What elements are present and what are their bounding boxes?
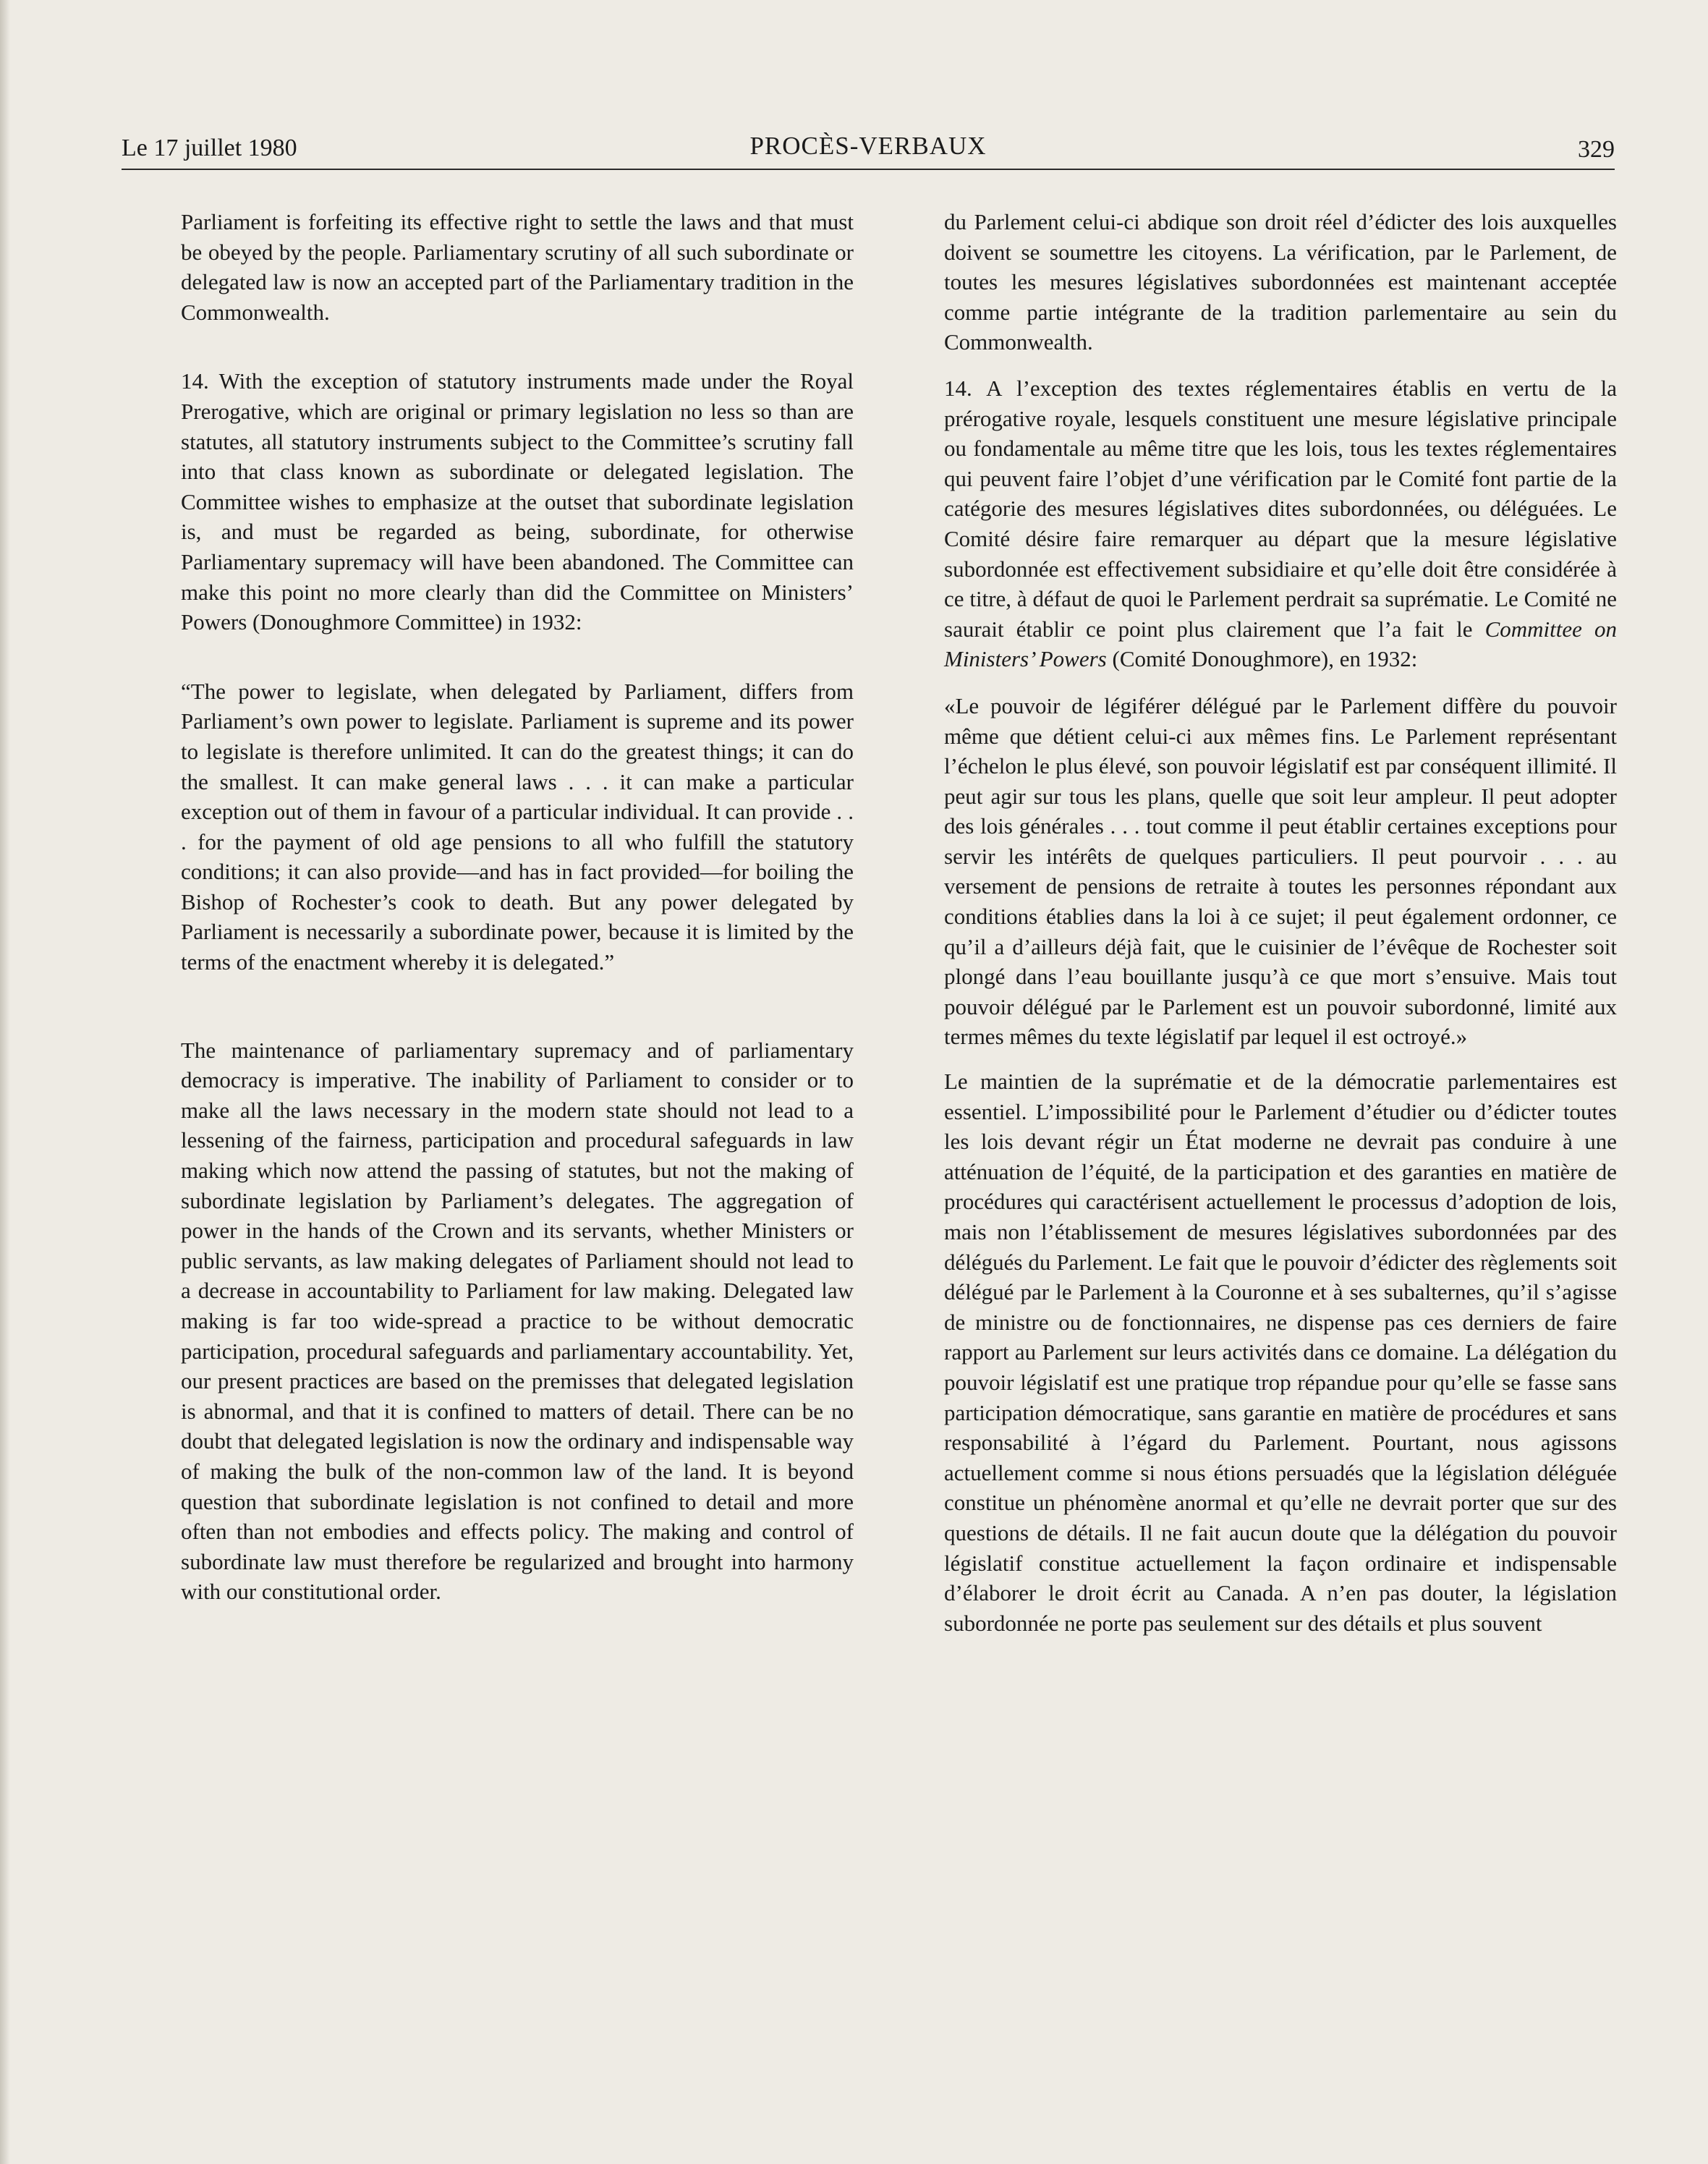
header-title: PROCÈS-VERBAUX xyxy=(749,132,987,160)
page-number: 329 xyxy=(1578,136,1615,163)
french-paragraph-14-italic: Committee on Ministers’ Powers xyxy=(944,616,1617,672)
english-paragraph-maintenance: The maintenance of parliamentary supremacy and of parliamentary democracy is imperative. The inability of Parliament to consider or to make all the laws necessary in the modern state should not lead to a lessening of the fairness, participation and procedural safeguards in law making which now attend the passing of statutes, but not the making of subordinate legislation by Parliament’s delegates. The aggregation of power in the hands of the Crown and its servants, whether Ministers or public servants, as law making delegates of Parliament should not lead to a decrease in accountability to Parliament for law making. Delegated law making is far too wide-spread a practice to be without democratic participation, procedural safeguards and parliamentary accountability. Yet, our present practices are based on the premisses that delegated legislation is abnormal, and that it is confined to matters of detail. There can be no doubt that delegated legislation is now the ordinary and indispensable way of making the bulk of the non-common law of the land. It is beyond question that subordinate legislation is not confined to detail and more often than not embodies and effects policy. The making and control of subordinate law must therefore be regularized and brought into harmony with our constitutional order. xyxy=(181,1037,854,1605)
french-paragraph-14-start: 14. A l’exception des textes réglementaires établis en vertu de la prérogative royale, lesquels constituent une mesure législative principale ou fondamentale au même titre que les lois, tous les textes réglementaires qui peuvent faire l’objet d’une vérification par le Comité font partie de la catégorie des mesures législatives dites subordonnées, ou déléguées. Le Comité désire faire remarquer au départ que la mesure législative subordonnée est effectivement subsidiaire et qu’elle doit être considérée à ce titre, à défaut de quoi le Parlement perdrait sa suprématie. Le Comité ne saurait établir ce point plus clairement que l’a fait le xyxy=(944,375,1617,642)
page-binding-shadow xyxy=(0,0,10,2164)
french-column xyxy=(944,207,1617,1638)
french-quotation: «Le pouvoir de légiférer délégué par le Parlement diffère du pouvoir même que détient celui-ci aux mêmes fins. Le Parlement représentant l’échelon le plus élevé, son pouvoir législatif est par conséquent illimité. Il peut agir sur tous les plans, quelle que soit leur ampleur. Il peut adopter des lois générales . . . tout comme il peut établir certaines exceptions pour servir les intérêts de quelques particuliers. Il peut pourvoir . . . au versement de pensions de retraite à toutes les personnes répondant aux conditions établies dans la loi à ce sujet; il peut également ordonner, ce qu’il a d’ailleurs déjà fait, que le cuisinier de l’évêque de Rochester soit plongé dans l’eau bouillante jusqu’à ce que mort s’ensuive. Mais tout pouvoir délégué par le Parlement est un pouvoir subordonné, limité aux termes mêmes du texte législatif par lequel il est octroyé.» xyxy=(944,692,1617,1050)
french-paragraph-1: du Parlement celui-ci abdique son droit réel d’édicter des lois auxquelles doivent se soumettre les citoyens. La vérification, par le Parlement, de toutes les mesures législatives subordonnées est maintenant acceptée comme partie intégrante de la tradition parlementaire au sein du Commonwealth. xyxy=(944,209,1617,355)
english-paragraph-1: Parliament is forfeiting its effective right to settle the laws and that must be obeyed by the people. Parliamentary scrutiny of all such subordinate or delegated law is now an accepted part of the Parliamentary tradition in the Commonwealth. xyxy=(181,209,854,325)
header-rule xyxy=(122,169,1615,170)
french-paragraph-14 xyxy=(944,373,1617,674)
english-paragraph-14: 14. With the exception of statutory instruments made under the Royal Prerogative, which are original or primary legislation no less so than are statutes, all statutory instruments subject to the Committee’s scrutiny fall into that class known as subordinate or delegated legislation. The Committee wishes to emphasize at the outset that subordinate legislation is, and must be regarded as being, subordinate, for otherwise Parliamentary supremacy will have been abandoned. The Committee can make this point no more clearly than did the Committee on Ministers’ Powers (Donoughmore Committee) in 1932: xyxy=(181,368,854,635)
header-date: Le 17 juillet 1980 xyxy=(122,135,297,161)
english-quotation: “The power to legislate, when delegated by Parliament, differs from Parliament’s own power to legislate. Parliament is supreme and its power to legislate is therefore unlimited. It can do the greatest things; it can do the smallest. It can make general laws . . . it can make a particular exception out of them in favour of a particular individual. It can provide . . . for the payment of old age pensions to all who fulfill the statutory conditions; it can also provide—and has in fact provided—for boiling the Bishop of Rochester’s cook to death. But any power delegated by Parliament is necessarily a subordinate power, because it is limited by the terms of the enactment whereby it is delegated.” xyxy=(181,678,854,975)
french-paragraph-14-end: (Comité Donoughmore), en 1932: xyxy=(1112,646,1418,672)
page-header xyxy=(122,129,1615,169)
english-column xyxy=(181,207,854,1607)
french-paragraph-maintien: Le maintien de la suprématie et de la démocratie parlementaires est essentiel. L’impossibilité pour le Parlement d’étudier ou d’édicter toutes les lois devant régir un État moderne ne devrait pas conduire à une atténuation de l’équité, de la participation et des garanties en matière de procédures qui caractérisent actuellement le processus d’adoption de lois, mais non l’établissement de mesures législatives subordonnées par des délégués du Parlement. Le fait que le pouvoir d’édicter des règlements soit délégué par le Parlement à la Couronne et à ses subalternes, qu’il s’agisse de ministre ou de fonctionnaires, ne dispense pas ces derniers de faire rapport au Parlement sur leurs activités dans ce domaine. La délégation du pouvoir législatif est une pratique trop répandue pour qu’elle se fasse sans participation démocratique, sans garantie en matière de procédures et sans responsabilité à l’égard du Parlement. Pourtant, nous agissons actuellement comme si nous étions persuadés que la législation déléguée constitue un phénomène anormal et qu’elle ne devrait porter que sur des questions de détails. Il ne fait aucun doute que la délégation du pouvoir législatif constitue actuellement la façon ordinaire et indispensable d’élaborer le droit écrit au Canada. A n’en pas douter, la législation subordonnée ne porte pas seulement sur des détails et plus souvent xyxy=(944,1069,1617,1636)
